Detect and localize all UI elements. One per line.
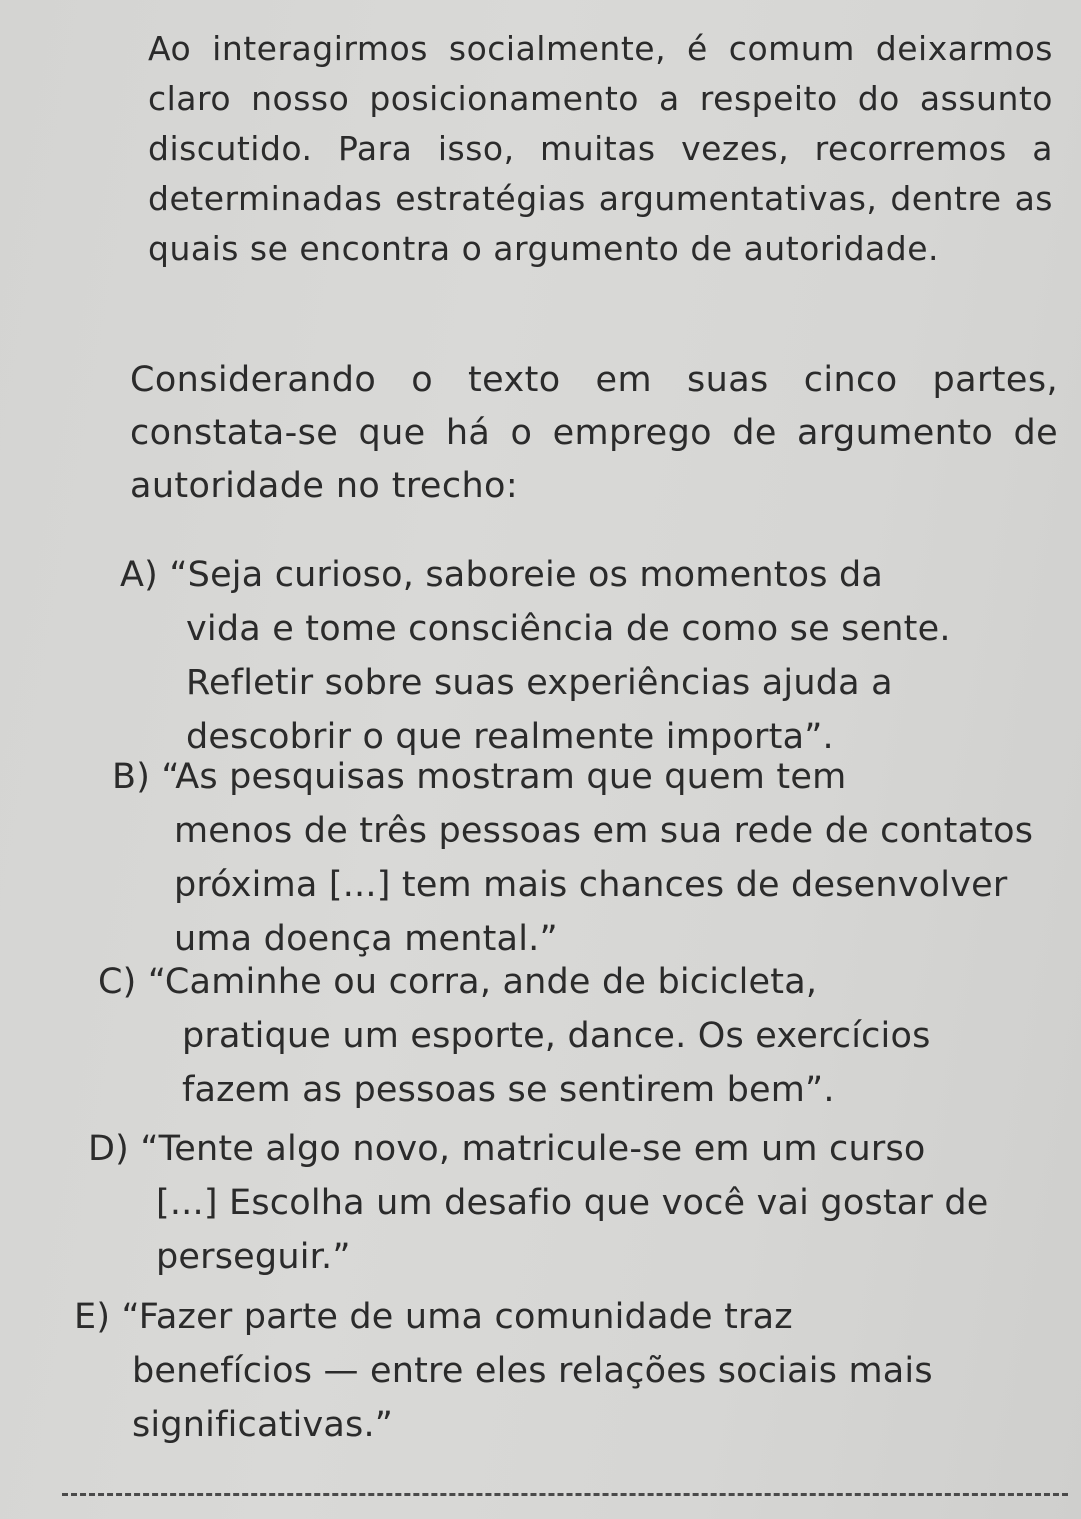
option-e[interactable]	[74, 1290, 1072, 1452]
option-label: A)	[120, 555, 158, 595]
option-text-first-line: “Seja curioso, saboreie os momentos da	[169, 555, 884, 595]
intro-paragraph: Ao interagirmos socialmente, é comum deixarmos claro nosso posicionamento a respeito do assunto discutido. Para isso, muitas vezes, recorremos a determinadas estratégias argumentativas, dentre as quais se encontra o argumento de autoridade.	[148, 29, 1053, 268]
option-label: C)	[98, 962, 137, 1002]
option-text-rest: [...] Escolha um desafio que você vai gostar de perseguir.”	[156, 1183, 989, 1277]
option-label: D)	[88, 1129, 130, 1169]
option-label: B)	[112, 757, 151, 797]
option-text-rest: menos de três pessoas em sua rede de contatos próxima [...] tem mais chances de desenvolver uma doença mental.”	[174, 811, 1034, 959]
option-a[interactable]	[120, 548, 1046, 764]
option-text-first-line: “Caminhe ou corra, ande de bicicleta,	[147, 962, 818, 1002]
option-text-first-line: “As pesquisas mostram que quem tem	[161, 757, 847, 797]
option-label: E)	[74, 1297, 111, 1337]
option-c[interactable]	[98, 955, 1042, 1117]
option-text-first-line: “Tente algo novo, matricule-se em um curso	[140, 1129, 926, 1169]
option-d[interactable]	[88, 1122, 1066, 1284]
dashed-divider	[62, 1493, 1068, 1496]
option-text-first-line: “Fazer parte de uma comunidade traz	[121, 1297, 793, 1337]
option-b[interactable]	[112, 750, 1054, 966]
option-text-rest: pratique um esporte, dance. Os exercícios fazem as pessoas se sentirem bem”.	[182, 1016, 931, 1110]
option-text-rest: benefícios — entre eles relações sociais mais significativas.”	[132, 1351, 933, 1445]
option-text-rest: vida e tome consciência de como se sente. Refletir sobre suas experiências ajuda a descobrir o que realmente importa”.	[186, 609, 951, 757]
question-prompt: Considerando o texto em suas cinco partes, constata-se que há o emprego de argumento de autoridade no trecho:	[130, 360, 1058, 506]
